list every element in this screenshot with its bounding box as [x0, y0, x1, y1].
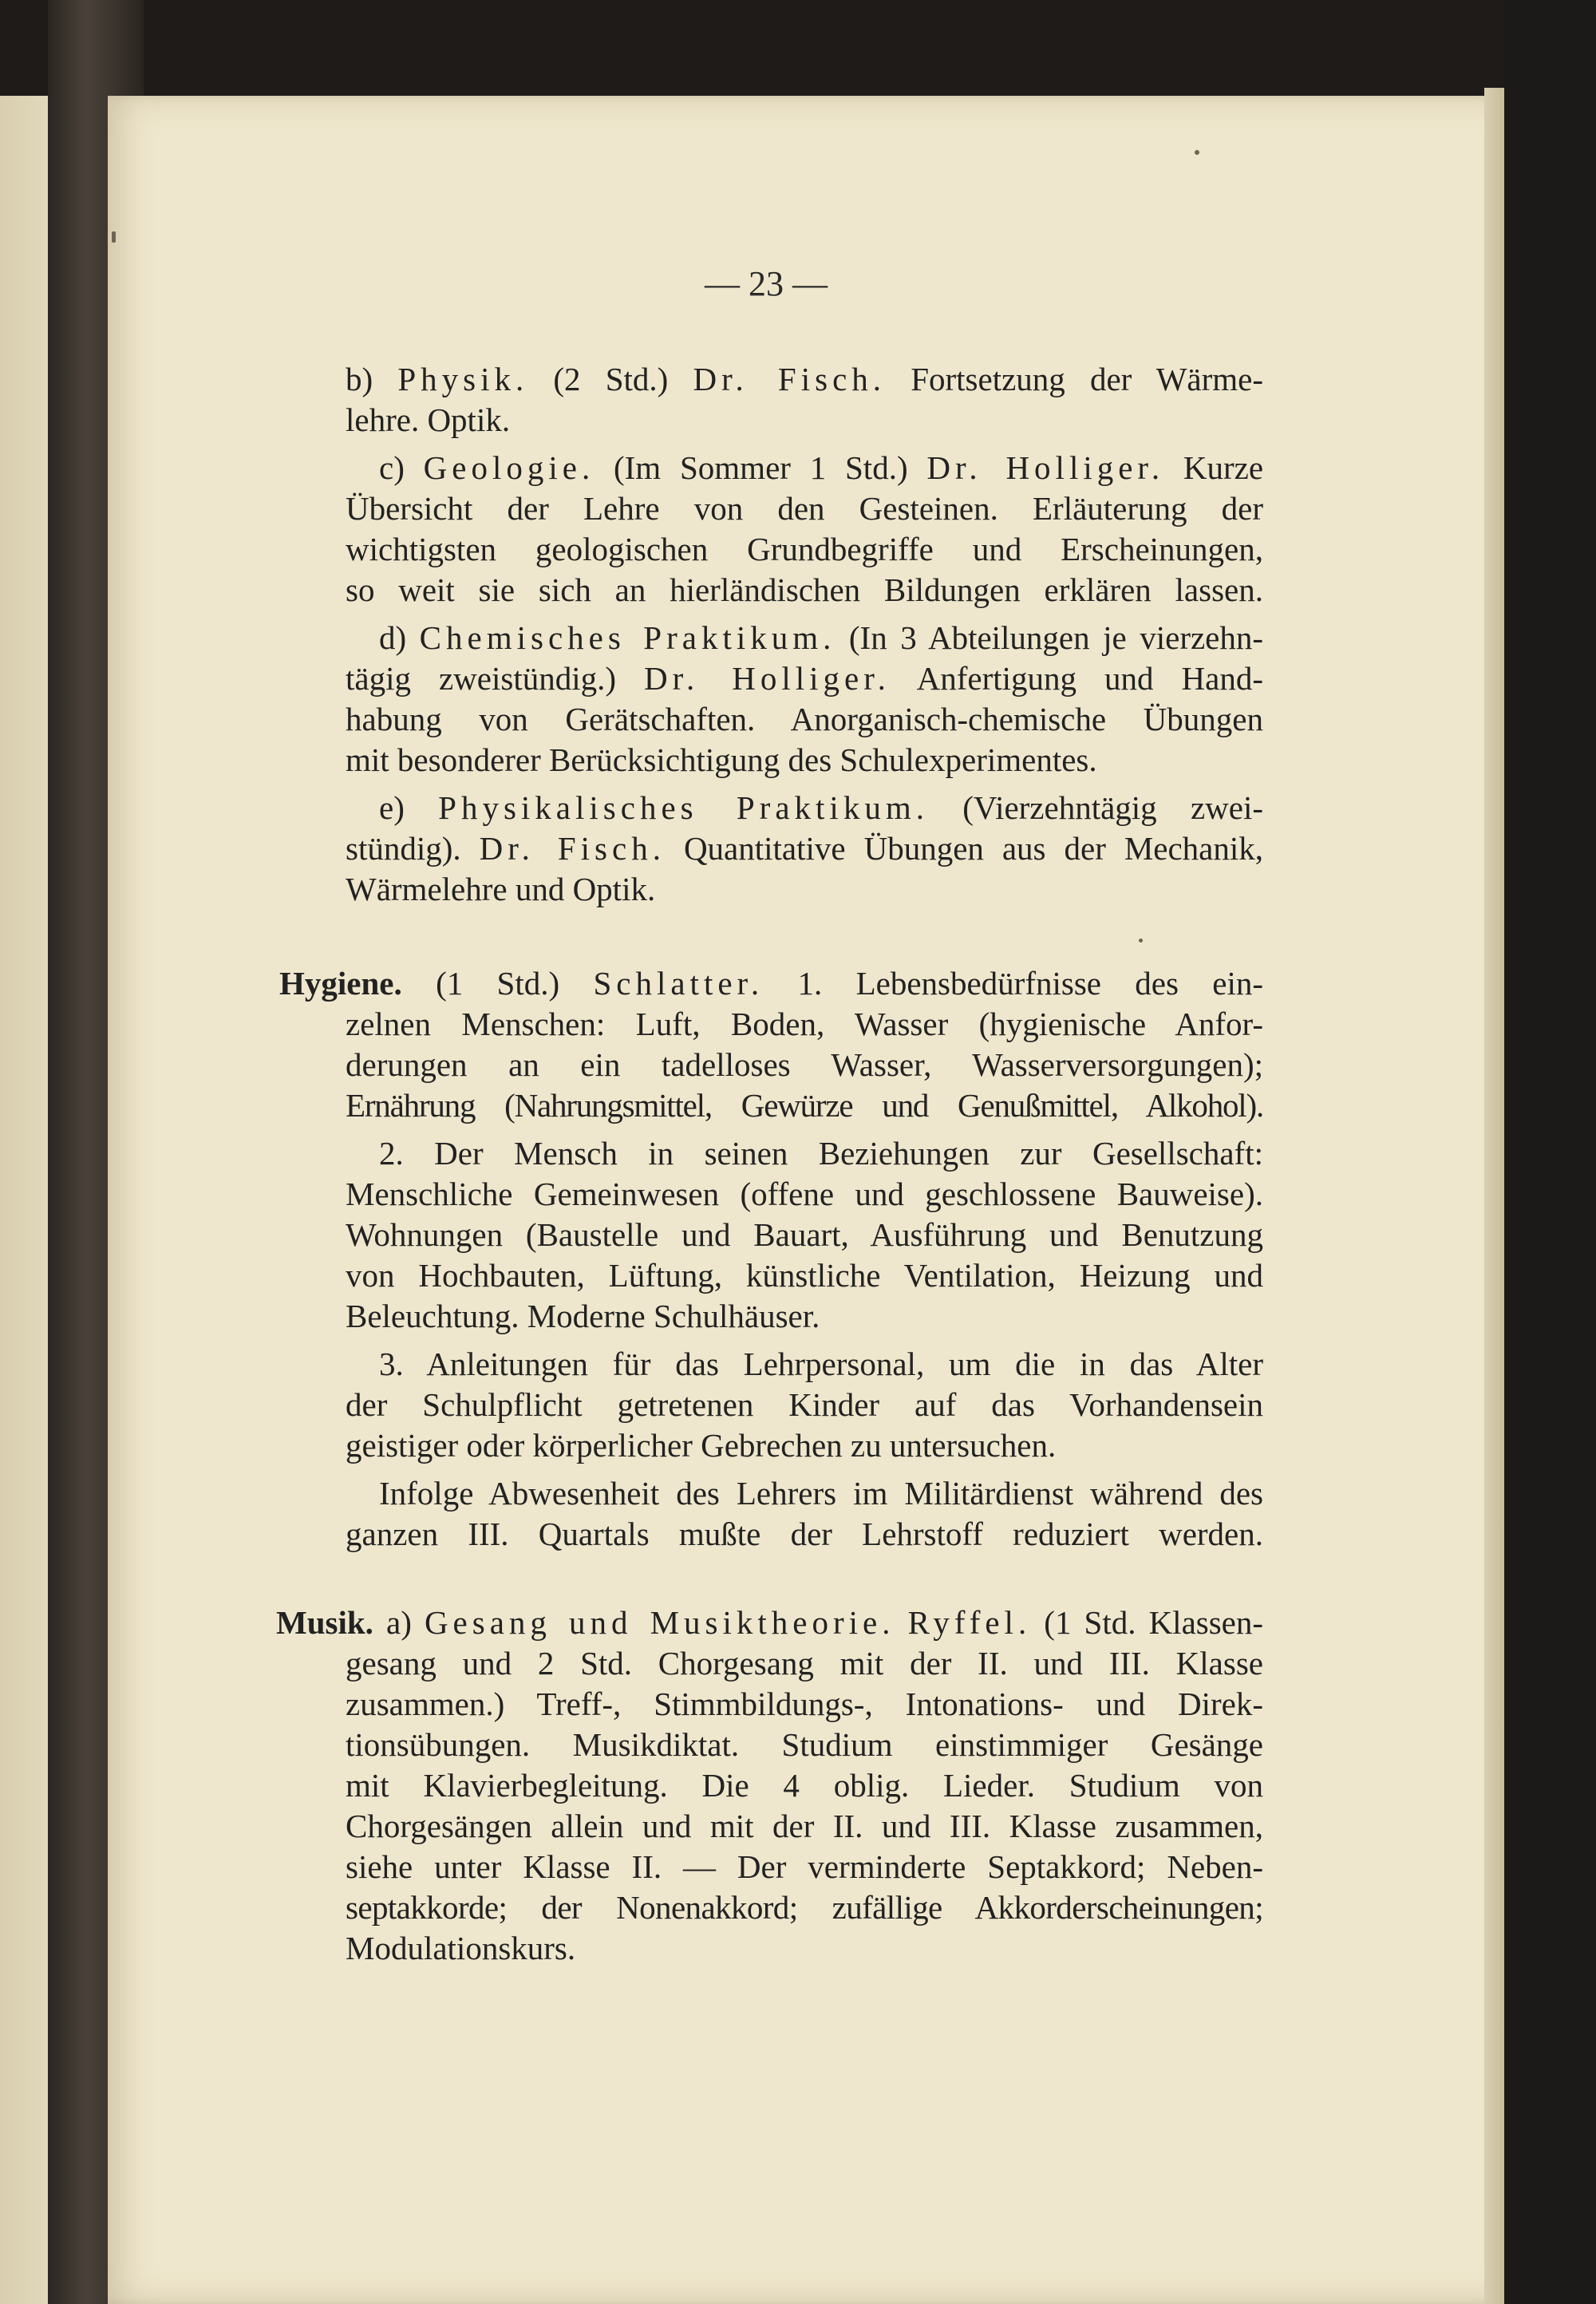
geologie-line-1: c) Geologie. (Im Sommer 1 Std.) Dr. Holliger. Kurze — [379, 449, 1264, 486]
hygiene-teacher: Schlatter. — [593, 965, 764, 1002]
page-stack-edge — [1484, 88, 1504, 2304]
hygiene-p1-line: zelnen Menschen: Luft, Boden, Wasser (hygienische Anfor- — [346, 1006, 1263, 1042]
paper-speck — [1195, 150, 1199, 155]
hygiene-p2-line: Menschliche Gemeinwesen (offene und geschlossene Bauweise). — [346, 1176, 1263, 1212]
musik-line: Modulationskurs. — [346, 1930, 576, 1966]
musik-line: siehe unter Klasse II. — Der verminderte Septakkord; Neben- — [346, 1848, 1263, 1885]
phys-prakt-line-3: Wärmelehre und Optik. — [346, 871, 656, 907]
musik-line: tionsübungen. Musikdiktat. Studium einstimmiger Gesänge — [346, 1726, 1263, 1763]
chem-line: habung von Gerätschaften. Anorganisch-chemische Übungen — [346, 701, 1263, 737]
musik-line: mit Klavierbegleitung. Die 4 oblig. Lieder. Studium von — [346, 1767, 1263, 1804]
chem-line-1: d) Chemisches Praktikum. (In 3 Abteilungen je vierzehn- — [379, 619, 1264, 656]
musik-line: septakkorde; der Nonenakkord; zufällige Akkorderscheinungen; — [346, 1889, 1263, 1926]
physik-subject: Physik. — [397, 361, 529, 397]
phys-prakt-line-2: stündig). Dr. Fisch. Quantitative Übungen aus der Mechanik, — [346, 830, 1264, 867]
scan-background-right — [1504, 0, 1596, 2304]
musik-teacher: Ryffel. — [907, 1604, 1032, 1641]
hygiene-line-1: Hygiene. (1 Std.) Schlatter. 1. Lebensbedürfnisse des ein- — [279, 965, 1264, 1002]
phys-prakt-teacher: Dr. Fisch. — [479, 830, 666, 867]
geologie-line: wichtigsten geologischen Grundbegriffe und Erscheinungen, — [346, 531, 1263, 567]
science-section — [346, 359, 1263, 910]
musik-subject: Gesang und Musiktheorie. — [424, 1604, 895, 1641]
chem-line-2: tägig zweistündig.) Dr. Holliger. Anfertigung und Hand- — [346, 660, 1263, 697]
chem-line: mit besonderer Berücksichtigung des Schulexperimentes. — [346, 741, 1097, 778]
geologie-teacher: Dr. Holliger. — [926, 449, 1165, 486]
hygiene-p1-line: derungen an ein tadelloses Wasser, Wasserversorgungen); — [346, 1046, 1263, 1083]
paper-speck — [112, 231, 116, 243]
page-number: — 23 — — [705, 264, 828, 303]
hygiene-p3-line: 3. Anleitungen für das Lehrpersonal, um die in das Alter — [379, 1346, 1263, 1382]
paper-speck — [1139, 939, 1143, 943]
geologie-line: so weit sie sich an hierländischen Bildungen erklären lassen. — [346, 571, 1263, 608]
physik-line-2: lehre. Optik. — [346, 401, 511, 438]
musik-line-1: Musik. a) Gesang und Musiktheorie. Ryffel. (1 Std. Klassen- — [276, 1604, 1264, 1641]
hygiene-section — [279, 963, 1263, 1555]
hygiene-p2-line: Beleuchtung. Moderne Schulhäuser. — [346, 1298, 820, 1334]
physik-line-1: b) Physik. (2 Std.) Dr. Fisch. Fortsetzung der Wärme- — [346, 361, 1264, 397]
geologie-line: Übersicht der Lehre von den Gesteinen. Erläuterung der — [346, 490, 1263, 527]
hygiene-p4-line: Infolge Abwesenheit des Lehrers im Militärdienst während des — [379, 1475, 1263, 1512]
musik-section — [276, 1603, 1263, 1969]
hygiene-p1-line: Ernährung (Nahrungsmittel, Gewürze und Genußmittel, Alkohol). — [346, 1087, 1263, 1124]
musik-line: Chorgesängen allein und mit der II. und III. Klasse zusammen, — [346, 1808, 1263, 1844]
scan-background-top — [0, 0, 1596, 96]
hygiene-p3-line: der Schulpflicht getretenen Kinder auf das Vorhandensein — [346, 1386, 1263, 1423]
phys-prakt-line-1: e) Physikalisches Praktikum. (Vierzehntägig zwei- — [379, 789, 1264, 826]
musik-line: gesang und 2 Std. Chorgesang mit der II. und III. Klasse — [346, 1645, 1263, 1682]
hygiene-p2-line: 2. Der Mensch in seinen Beziehungen zur Gesellschaft: — [379, 1135, 1263, 1172]
hygiene-p3-line: geistiger oder körperlicher Gebrechen zu untersuchen. — [346, 1427, 1057, 1464]
chem-teacher: Dr. Holliger. — [644, 660, 891, 697]
hygiene-p2-line: Wohnungen (Baustelle und Bauart, Ausführung und Benutzung — [346, 1216, 1263, 1253]
hygiene-p2-line: von Hochbauten, Lüftung, künstliche Ventilation, Heizung und — [346, 1257, 1263, 1294]
physik-teacher: Dr. Fisch. — [693, 361, 887, 397]
hygiene-heading: Hygiene. — [279, 965, 402, 1002]
chem-subject: Chemisches Praktikum. — [419, 619, 836, 656]
geologie-subject: Geologie. — [423, 449, 595, 486]
hygiene-p4-line: ganzen III. Quartals mußte der Lehrstoff reduziert werden. — [346, 1516, 1263, 1552]
musik-line: zusammen.) Treff-, Stimmbildungs-, Intonations- und Direk- — [346, 1686, 1263, 1722]
musik-heading: Musik. — [276, 1604, 373, 1641]
phys-prakt-subject: Physikalisches Praktikum. — [438, 789, 929, 826]
